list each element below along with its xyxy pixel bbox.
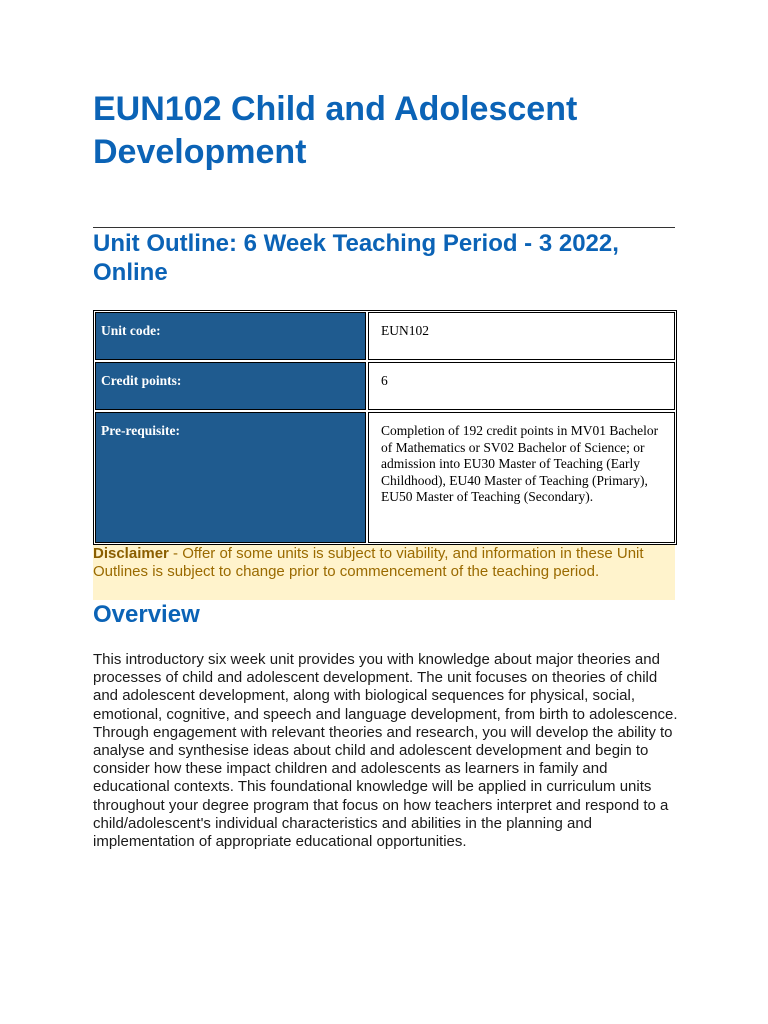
overview-paragraph: This introductory six week unit provides you with knowledge about major theories and processes of child and adolescent development. The unit focuses on theories of child and adolescent development, along with biological sequences for physical, social, emotional, cognitive, and speech and language development, from birth to adolescence. Through engagement with relevant theories and research, you will develop the ability to analyse and synthesise ideas about child and adolescent development and begin to consider how these impact children and adolescents as learners in family and educational contexts. This foundational knowledge will be applied in curriculum units throughout your degree program that focus on how teachers interpret and respond to a child/adolescent's individual characteristics and abilities in the planning and implementation of appropriate educational opportunities. <box>93 651 678 851</box>
table-row-prerequisite <box>95 412 675 543</box>
document-title: EUN102 Child and Adolescent Development <box>93 90 578 171</box>
unit-code-value: EUN102 <box>368 312 675 360</box>
disclaimer-box <box>93 545 675 600</box>
prerequisite-label: Pre-requisite: <box>95 412 366 543</box>
unit-outline-subtitle: Unit Outline: 6 Week Teaching Period - 3 2022, Online <box>93 230 619 286</box>
credit-points-label: Credit points: <box>95 362 366 410</box>
disclaimer-label: Disclaimer <box>93 545 169 562</box>
disclaimer-text: - Offer of some units is subject to viability, and information in these Unit Outlines is subject to change prior to commencement of the teaching period. <box>93 545 644 580</box>
prerequisite-value: Completion of 192 credit points in MV01 Bachelor of Mathematics or SV02 Bachelor of Science; or admission into EU30 Master of Teaching (Early Childhood), EU40 Master of Teaching (Primary), EU50 Master of Teaching (Secondary). <box>368 412 675 543</box>
overview-heading: Overview <box>93 601 200 628</box>
table-row-credit-points <box>95 362 675 410</box>
title-divider <box>93 227 675 228</box>
unit-info-table <box>93 310 677 545</box>
credit-points-value: 6 <box>368 362 675 410</box>
table-row-unit-code <box>95 312 675 360</box>
unit-code-label: Unit code: <box>95 312 366 360</box>
